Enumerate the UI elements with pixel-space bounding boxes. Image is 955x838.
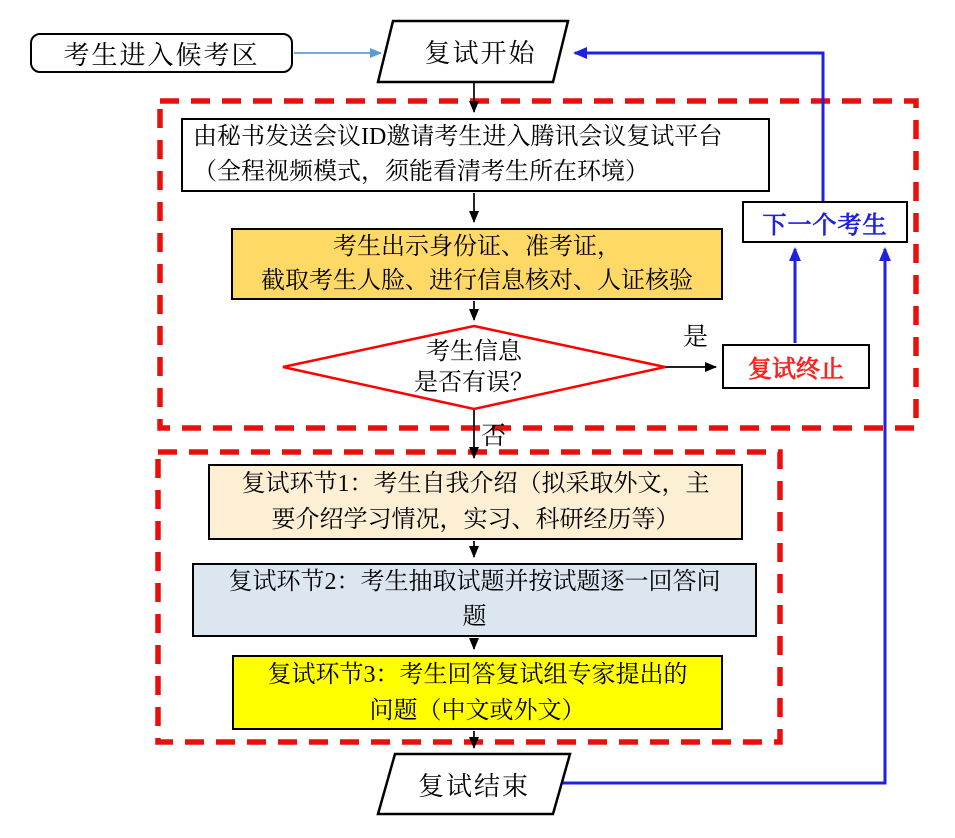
next-candidate-label: 下一个考生	[762, 212, 888, 239]
step1-line2: 要介绍学习情况，实习、科研经历等）	[271, 507, 680, 533]
node-end	[378, 754, 570, 814]
node-step1	[208, 464, 743, 540]
step3-line2: 问题（中文或外文）	[369, 697, 586, 724]
node-terminate	[722, 344, 870, 389]
node-step2	[192, 563, 757, 637]
id-check-line2: 截取考生人脸、进行信息核对、人证核验	[261, 268, 693, 294]
invite-line1: 由秘书发送会议ID邀请考生进入腾讯会议复试平台	[193, 124, 723, 150]
start-label: 复试开始	[424, 39, 537, 68]
edge-label-yes: 是	[683, 324, 709, 351]
node-next-candidate	[742, 201, 908, 243]
node-id-check	[231, 228, 723, 300]
node-start	[393, 21, 568, 82]
step2-line2: 题	[462, 604, 487, 630]
terminate-label: 复试终止	[748, 357, 844, 383]
node-step3	[232, 655, 723, 730]
edge-label-no: 否	[481, 423, 507, 450]
step2-line1: 复试环节2：考生抽取试题并按试题逐一回答问	[228, 569, 721, 595]
node-invite	[181, 118, 770, 192]
decision-line2: 是否有误？	[414, 370, 534, 396]
waiting-area-label: 考生进入候考区	[63, 40, 260, 70]
decision-line1: 考生信息	[426, 339, 522, 365]
step3-line1: 复试环节3：考生回答复试组专家提出的	[267, 661, 688, 688]
id-check-line1: 考生出示身份证、准考证，	[333, 234, 621, 260]
end-label: 复试结束	[417, 771, 530, 801]
invite-line2: （全程视频模式，须能看清考生所在环境）	[193, 159, 649, 185]
node-waiting-area	[30, 33, 293, 73]
node-decision-text	[374, 337, 574, 399]
step1-line1: 复试环节1：考生自我介绍（拟采取外文，主	[241, 471, 710, 497]
